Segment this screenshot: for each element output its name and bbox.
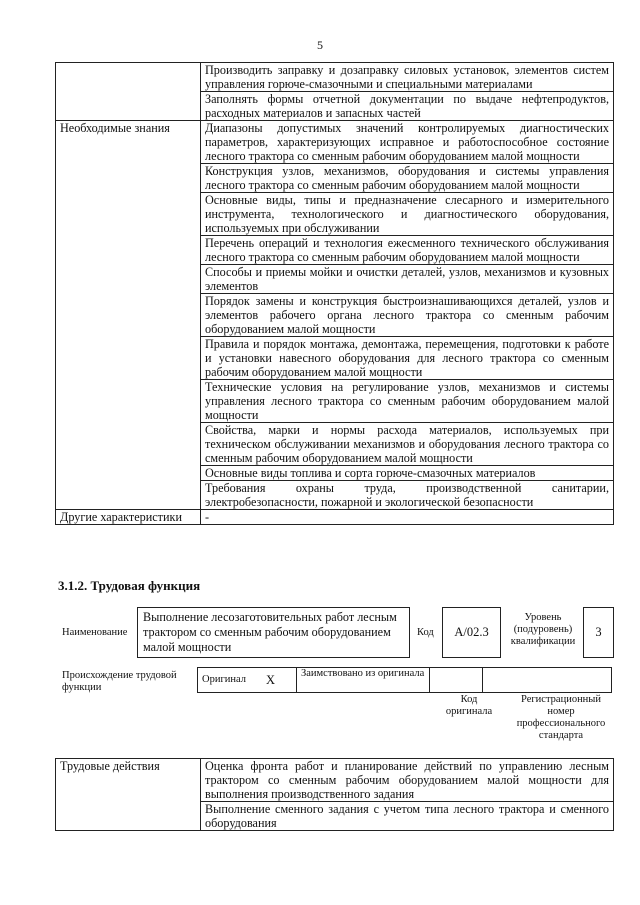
knowledge-item: Основные виды топлива и сорта горюче-смазочных материалов <box>201 466 614 481</box>
table-row <box>56 121 614 164</box>
origin-table <box>197 667 612 693</box>
function-name: Выполнение лесозаготовительных работ лесным трактором со сменным рабочим оборудованием малой мощности <box>143 610 397 654</box>
level-value: 3 <box>595 625 602 639</box>
labor-action-item: Оценка фронта работ и планирование действий по управлению лесным трактором со сменным рабочим оборудованием малой мощности для выполнения производственного задания <box>201 759 614 802</box>
origin-label: Происхождение трудовой функции <box>62 670 177 693</box>
function-code: A/02.3 <box>454 625 489 639</box>
table-row <box>56 510 614 525</box>
original-label: Оригинал <box>202 674 246 685</box>
section-title: 3.1.2. Трудовая функция <box>58 578 201 593</box>
code-original-label: Код оригинала <box>445 694 493 717</box>
reg-number-label: Регистрационный номер профессионального стандарта <box>516 694 606 741</box>
knowledge-item: Правила и порядок монтажа, демонтажа, перемещения, подготовки к работе и установки навесного оборудования для лесного трактора со сменным рабочим оборудованием малой мощности <box>201 337 614 380</box>
knowledge-item: Требования охраны труда, производственной санитарии, электробезопасности, пожарной и экологической безопасности <box>201 481 614 510</box>
labor-action-item: Выполнение сменного задания с учетом типа лесного трактора и сменного оборудования <box>201 802 614 831</box>
code-box <box>442 607 501 658</box>
other-characteristics-value: - <box>201 510 614 525</box>
level-label: Уровень (подуровень) квалификации <box>510 612 576 647</box>
knowledge-item: Порядок замены и конструкция быстроизнашивающихся деталей, узлов и элементов рабочего органа лесного трактора со сменным рабочим оборудованием малой мощности <box>201 294 614 337</box>
page-number: 5 <box>317 38 323 52</box>
skill-item: Производить заправку и дозаправку силовых установок, элементов систем управления горюче-смазочными и специальными материалами <box>201 63 614 92</box>
code-label: Код <box>417 627 434 638</box>
reg-number-cell <box>483 668 612 693</box>
knowledge-item: Перечень операций и технология ежесменного технического обслуживания лесного трактора со сменным рабочим оборудованием малой мощности <box>201 236 614 265</box>
table-row <box>198 668 612 693</box>
table-row <box>56 63 614 92</box>
function-name-box <box>137 607 410 658</box>
original-code-cell <box>430 668 483 693</box>
table-row <box>56 759 614 802</box>
skills-knowledge-table <box>55 62 614 525</box>
knowledge-label: Необходимые знания <box>56 121 201 510</box>
knowledge-item: Конструкция узлов, механизмов, оборудования и системы управления лесного трактора со сменным рабочим оборудованием малой мощности <box>201 164 614 193</box>
original-mark: X <box>266 673 276 687</box>
skill-item: Заполнять формы отчетной документации по выдаче нефтепродуктов, расходных материалов и запасных частей <box>201 92 614 121</box>
borrowed-label: Заимствовано из оригинала <box>301 668 425 679</box>
borrowed-cell <box>297 668 430 693</box>
row-label <box>56 63 201 121</box>
knowledge-item: Диапазоны допустимых значений контролируемых диагностических параметров, характеризующих исправное и работоспособное состояние лесного трактора со сменным рабочим оборудованием малой мощности <box>201 121 614 164</box>
knowledge-item: Технические условия на регулирование узлов, механизмов и системы управления лесного трактора со сменным рабочим оборудованием малой мощности <box>201 380 614 423</box>
original-cell <box>198 668 263 693</box>
original-mark-cell <box>262 668 297 693</box>
knowledge-item: Свойства, марки и нормы расхода материалов, используемых при техническом обслуживании механизмов и оборудования лесного трактора со сменным рабочим оборудованием малой мощности <box>201 423 614 466</box>
name-label: Наименование <box>62 627 128 638</box>
knowledge-item: Способы и приемы мойки и очистки деталей, узлов, механизмов и кузовных элементов <box>201 265 614 294</box>
knowledge-item: Основные виды, типы и предназначение слесарного и измерительного инструмента, технологического и диагностического оборудования, используемых при обслуживании <box>201 193 614 236</box>
other-characteristics-label: Другие характеристики <box>56 510 201 525</box>
labor-actions-label: Трудовые действия <box>56 759 201 831</box>
level-box <box>583 607 614 658</box>
labor-actions-table <box>55 758 614 831</box>
